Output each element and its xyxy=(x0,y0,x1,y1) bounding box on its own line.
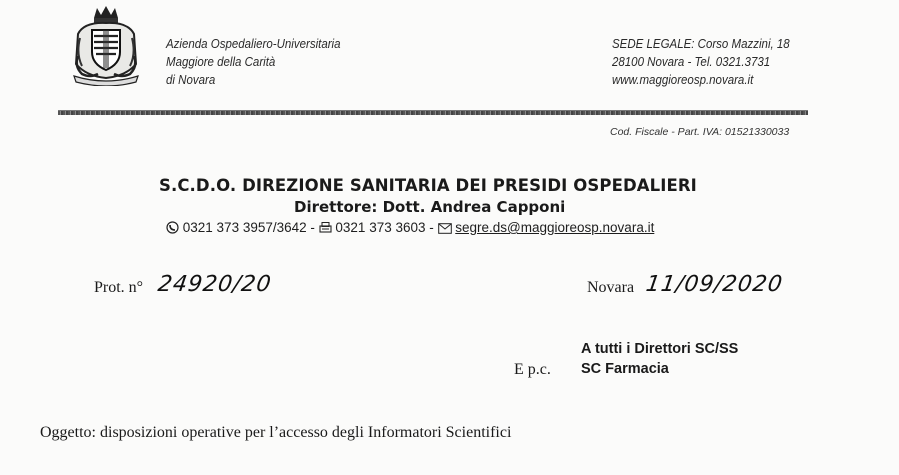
protocol-label: Prot. n° xyxy=(94,279,144,296)
legal-seat-block xyxy=(612,35,790,89)
organization-line-1: Azienda Ospedaliero-Universitaria xyxy=(166,37,341,51)
legal-seat-phone: 28100 Novara - Tel. 0321.3731 xyxy=(612,55,771,69)
date-value: 11/09/2020 xyxy=(644,272,785,297)
organization-line-3: di Novara xyxy=(166,73,216,87)
protocol-number: 24920/20 xyxy=(156,272,274,297)
cc-label: E p.c. xyxy=(514,361,551,378)
cc-recipient: SC Farmacia xyxy=(581,361,669,377)
legal-seat-website[interactable]: www.maggioreosp.novara.it xyxy=(612,73,754,87)
header-divider xyxy=(58,110,808,115)
organization-line-2: Maggiore della Carità xyxy=(166,55,276,69)
contact-line xyxy=(166,220,654,237)
hospital-crest-logo xyxy=(70,4,142,86)
fiscal-code: Cod. Fiscale - Part. IVA: 01521330033 xyxy=(610,126,790,138)
department-title: S.C.D.O. DIREZIONE SANITARIA DEI PRESIDI OSPEDALIERI xyxy=(159,176,697,195)
organization-name xyxy=(166,35,341,89)
envelope-icon xyxy=(438,222,452,237)
director-name: Direttore: Dott. Andrea Capponi xyxy=(294,198,566,216)
phone-icon xyxy=(166,221,179,237)
separator: - xyxy=(425,220,438,235)
recipient-main: A tutti i Direttori SC/SS xyxy=(581,341,739,357)
fax-number: 0321 373 3603 xyxy=(335,220,426,235)
separator: - xyxy=(306,220,319,235)
email-link[interactable]: segre.ds@maggioreosp.novara.it xyxy=(455,220,655,235)
date-place: Novara xyxy=(587,279,635,296)
fax-icon xyxy=(319,221,332,237)
subject-line: Oggetto: disposizioni operative per l’accesso degli Informatori Scientifici xyxy=(40,424,512,441)
phone-number: 0321 373 3957/3642 xyxy=(182,220,307,235)
legal-seat-address: SEDE LEGALE: Corso Mazzini, 18 xyxy=(612,37,790,51)
